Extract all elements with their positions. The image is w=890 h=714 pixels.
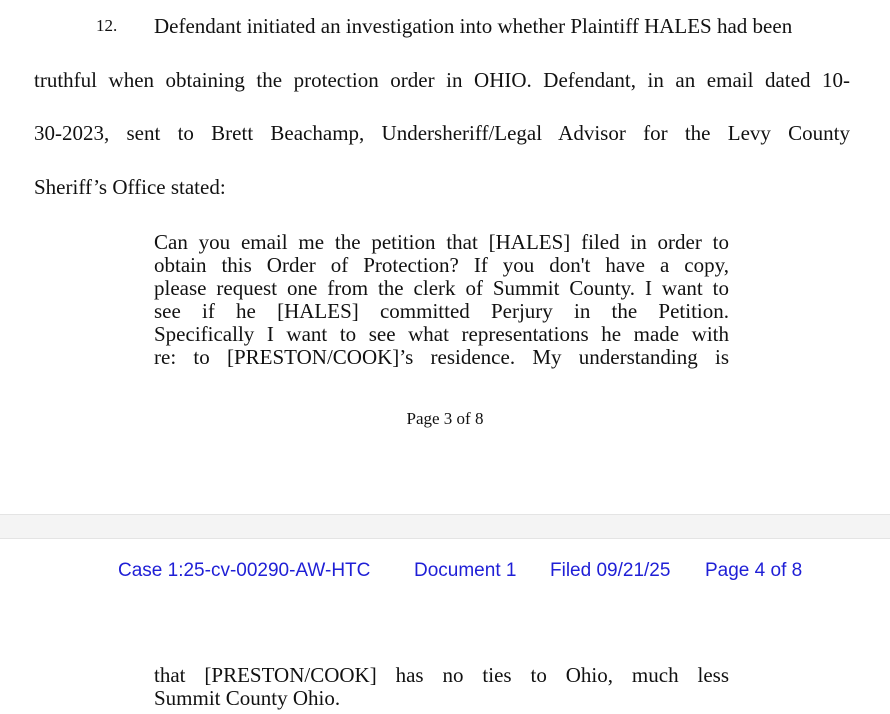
quote-line: see if he [HALES] committed Perjury in the Petition. [154, 299, 729, 323]
document-number: Document 1 [414, 560, 517, 581]
filed-date: Filed 09/21/25 [550, 560, 671, 581]
block-quote-continued [154, 664, 729, 710]
body-line-2: truthful when obtaining the protection order in OHIO. Defendant, in an email dated 10- [34, 68, 850, 92]
quote-line: re: to [PRESTON/COOK]’s residence. My understanding is [154, 345, 729, 369]
document-page-4 [0, 539, 890, 714]
quote-line: Specifically I want to see what representations he made with [154, 322, 729, 346]
page-break-divider [0, 514, 890, 539]
quote-line: Can you email me the petition that [HALES] filed in order to [154, 230, 729, 254]
body-line-3: 30-2023, sent to Brett Beachamp, Undersheriff/Legal Advisor for the Levy County [34, 121, 850, 145]
paragraph-number: 12. [96, 16, 118, 35]
quote-line: obtain this Order of Protection? If you don't have a copy, [154, 253, 729, 277]
quote-line: that [PRESTON/COOK] has no ties to Ohio, much less [154, 663, 729, 687]
case-number: Case 1:25-cv-00290-AW-HTC [118, 560, 371, 581]
header-page-number: Page 4 of 8 [705, 560, 803, 581]
body-line-1: Defendant initiated an investigation into whether Plaintiff HALES had been [154, 14, 793, 38]
block-quote [154, 231, 729, 369]
body-line-4: Sheriff’s Office stated: [34, 175, 226, 199]
page-number: Page 3 of 8 [406, 409, 484, 428]
quote-line: please request one from the clerk of Summit County. I want to [154, 276, 729, 300]
quote-line: Summit County Ohio. [154, 686, 341, 710]
